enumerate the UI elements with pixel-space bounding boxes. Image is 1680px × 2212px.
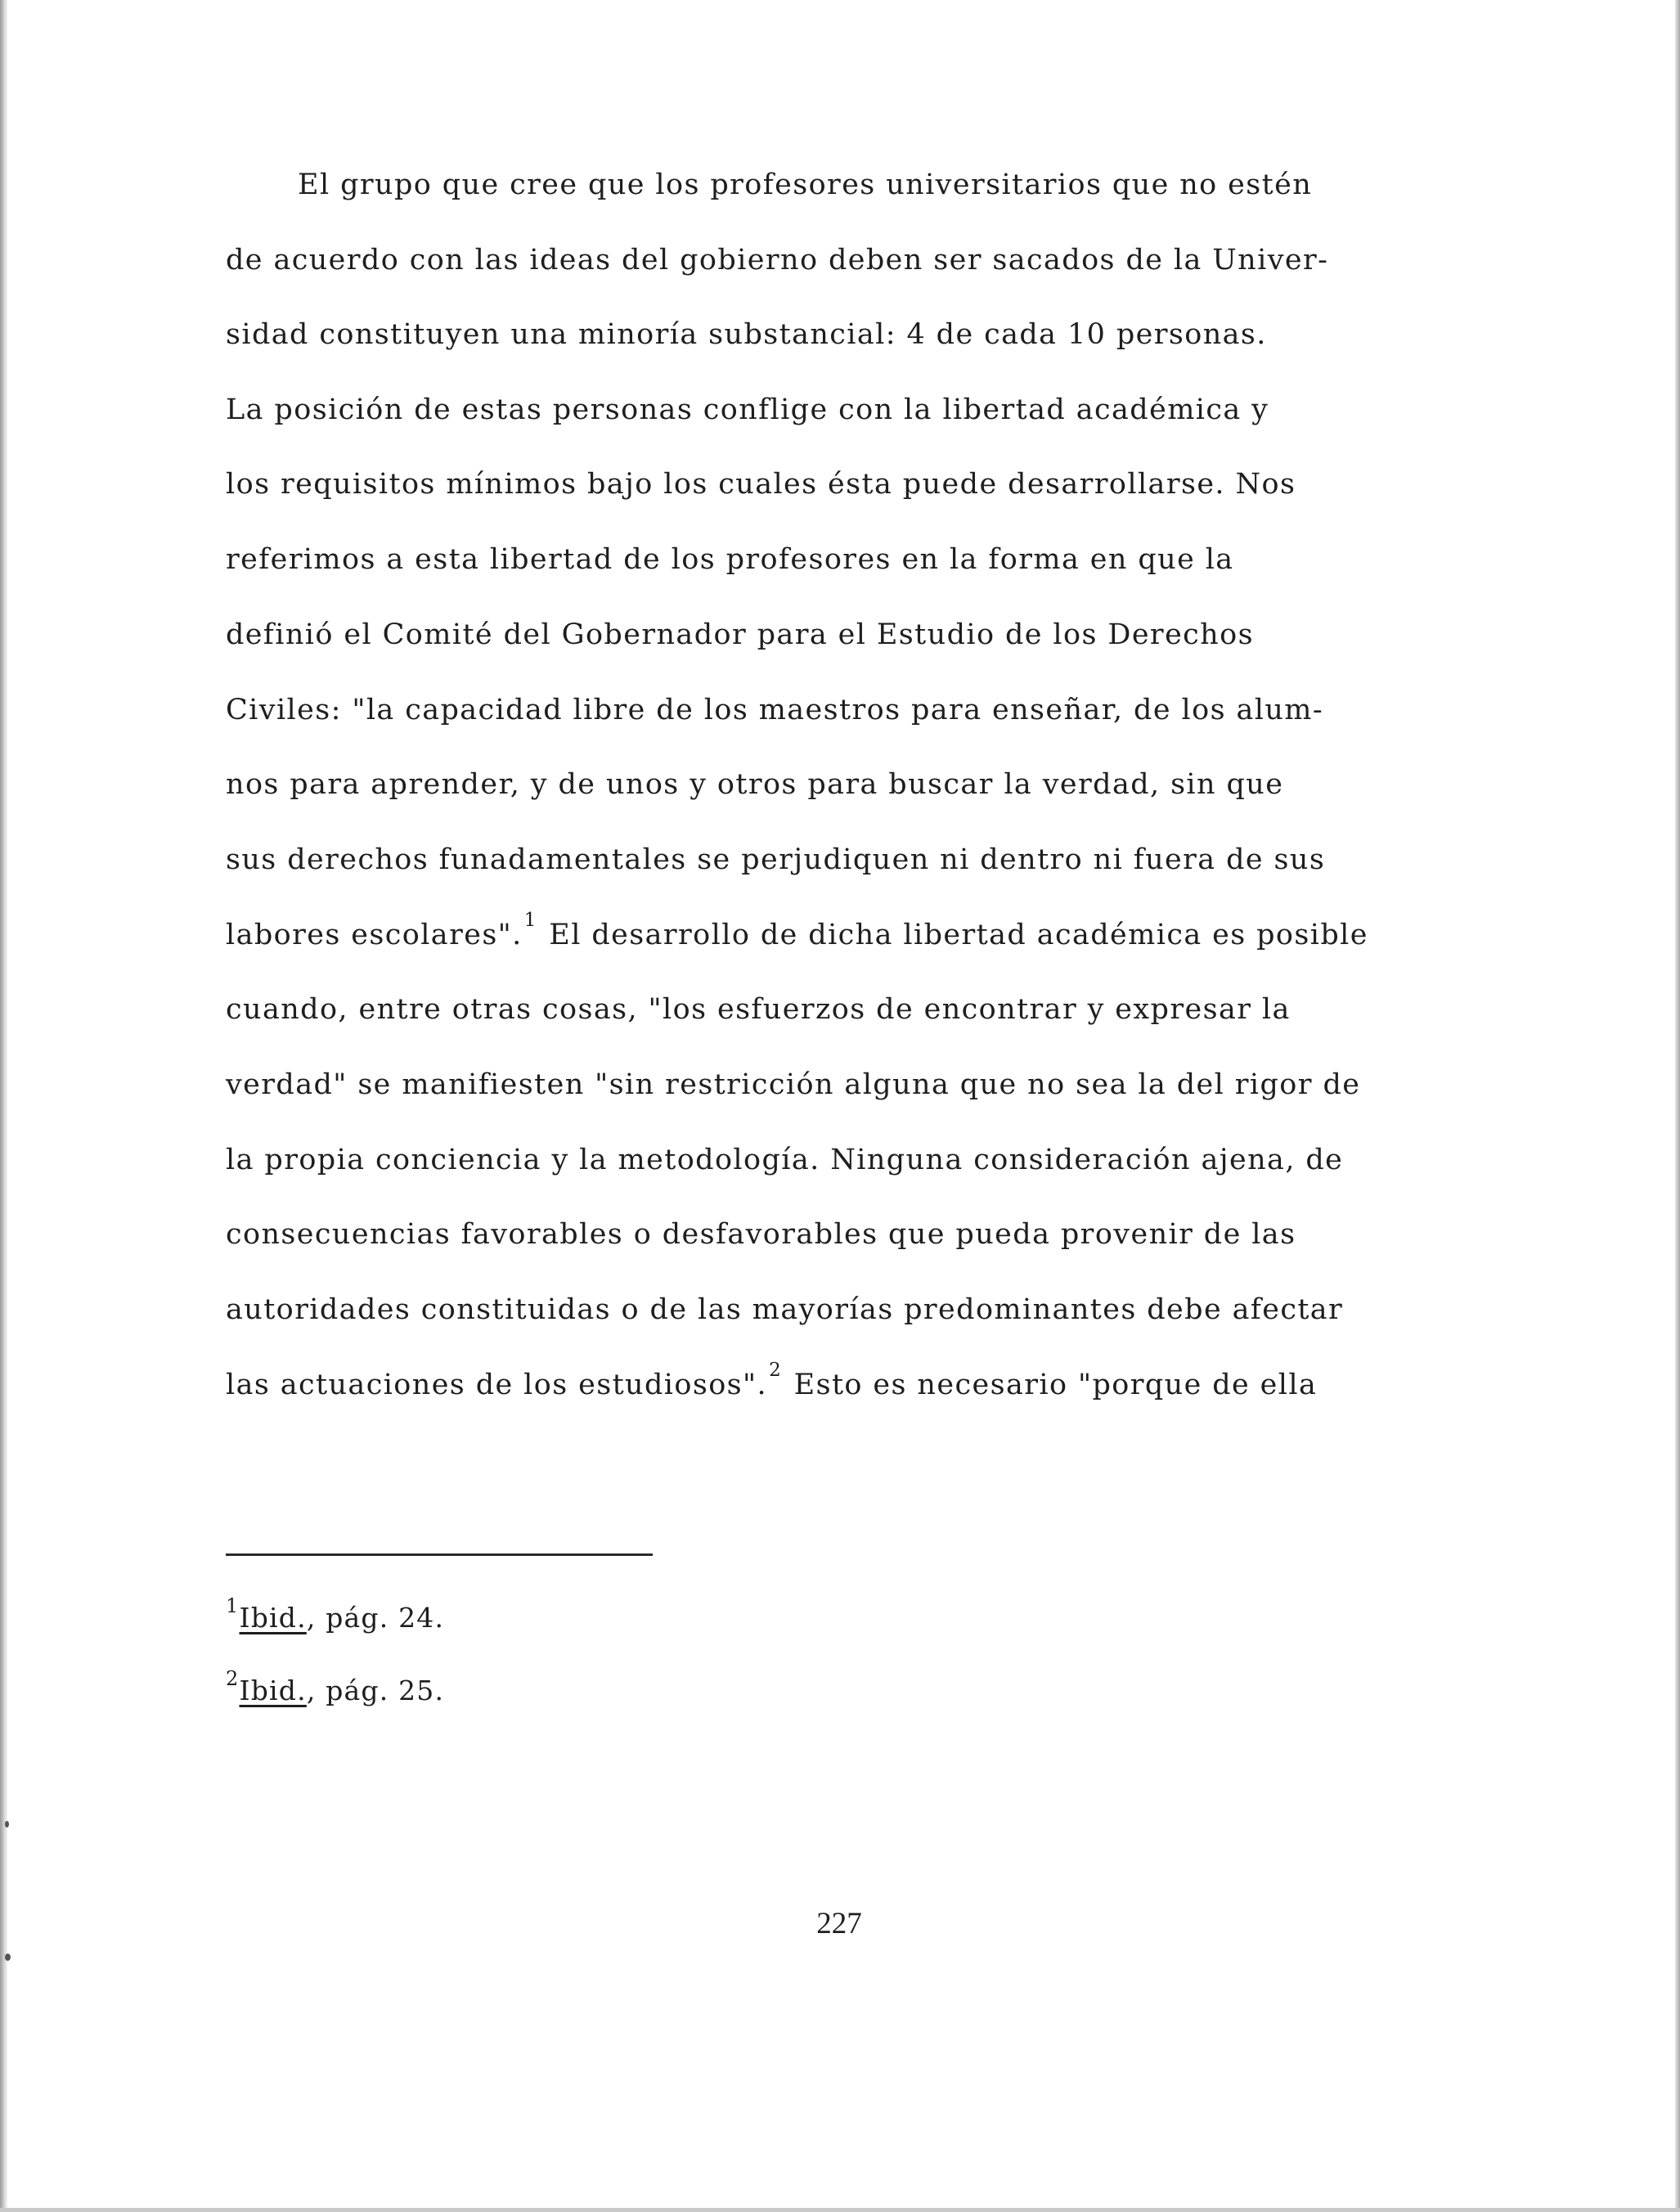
body-line: La posición de estas personas conflige con la libertad académica y bbox=[226, 393, 1269, 426]
body-line: autoridades constituidas o de las mayorías predominantes debe afectar bbox=[226, 1293, 1344, 1326]
body-line: sidad constituyen una minoría substancial: 4 de cada 10 personas. bbox=[226, 318, 1267, 351]
footnote-marker: 1 bbox=[523, 910, 537, 931]
body-line-text: labores escolares". bbox=[226, 919, 523, 951]
page-number: 227 bbox=[816, 1907, 862, 1940]
body-line: Civiles: "la capacidad libre de los maestros para enseñar, de los alum- bbox=[226, 694, 1324, 726]
body-line: sus derechos funadamentales se perjudiquen ni dentro ni fuera de sus bbox=[226, 843, 1326, 876]
scan-bottom-edge bbox=[0, 2208, 1680, 2212]
body-line: El grupo que cree que los profesores universitarios que no estén bbox=[298, 169, 1313, 201]
scan-speck bbox=[5, 1821, 9, 1828]
footnote-number: 1 bbox=[226, 1594, 240, 1617]
body-line: referimos a esta libertad de los profesores en la forma en que la bbox=[226, 543, 1234, 576]
body-line-text: Esto es necesario "porque de ella bbox=[784, 1369, 1318, 1401]
footnote-text: , pág. 25. bbox=[306, 1675, 445, 1706]
body-line: cuando, entre otras cosas, "los esfuerzos de encontrar y expresar la bbox=[226, 993, 1291, 1026]
scan-speck bbox=[5, 1953, 11, 1961]
footnote-number: 2 bbox=[226, 1667, 240, 1690]
body-line: definió el Comité del Gobernador para el Estudio de los Derechos bbox=[226, 618, 1254, 651]
body-line bbox=[226, 910, 1368, 955]
footnote-2 bbox=[226, 1667, 445, 1710]
footnote-marker: 2 bbox=[769, 1360, 783, 1381]
footnote-separator bbox=[226, 1553, 653, 1556]
scan-left-edge bbox=[0, 0, 7, 2212]
body-line-text: las actuaciones de los estudiosos". bbox=[226, 1369, 768, 1401]
scan-right-edge bbox=[1675, 0, 1680, 2212]
body-line: nos para aprender, y de unos y otros para buscar la verdad, sin que bbox=[226, 768, 1284, 801]
footnote-ref: Ibid. bbox=[239, 1675, 307, 1706]
footnote-ref: Ibid. bbox=[239, 1602, 307, 1634]
body-line: consecuencias favorables o desfavorables que pueda provenir de las bbox=[226, 1218, 1296, 1251]
body-line: la propia conciencia y la metodología. Ninguna consideración ajena, de bbox=[226, 1144, 1344, 1176]
body-line: los requisitos mínimos bajo los cuales ésta puede desarrollarse. Nos bbox=[226, 468, 1296, 501]
body-line-text: El desarrollo de dicha libertad académica es posible bbox=[538, 919, 1368, 951]
body-line bbox=[226, 1360, 1318, 1405]
footnote-1 bbox=[226, 1594, 445, 1637]
body-line: verdad" se manifiesten "sin restricción alguna que no sea la del rigor de bbox=[226, 1068, 1361, 1101]
footnote-text: , pág. 24. bbox=[306, 1602, 445, 1634]
body-line: de acuerdo con las ideas del gobierno deben ser sacados de la Univer- bbox=[226, 244, 1329, 276]
